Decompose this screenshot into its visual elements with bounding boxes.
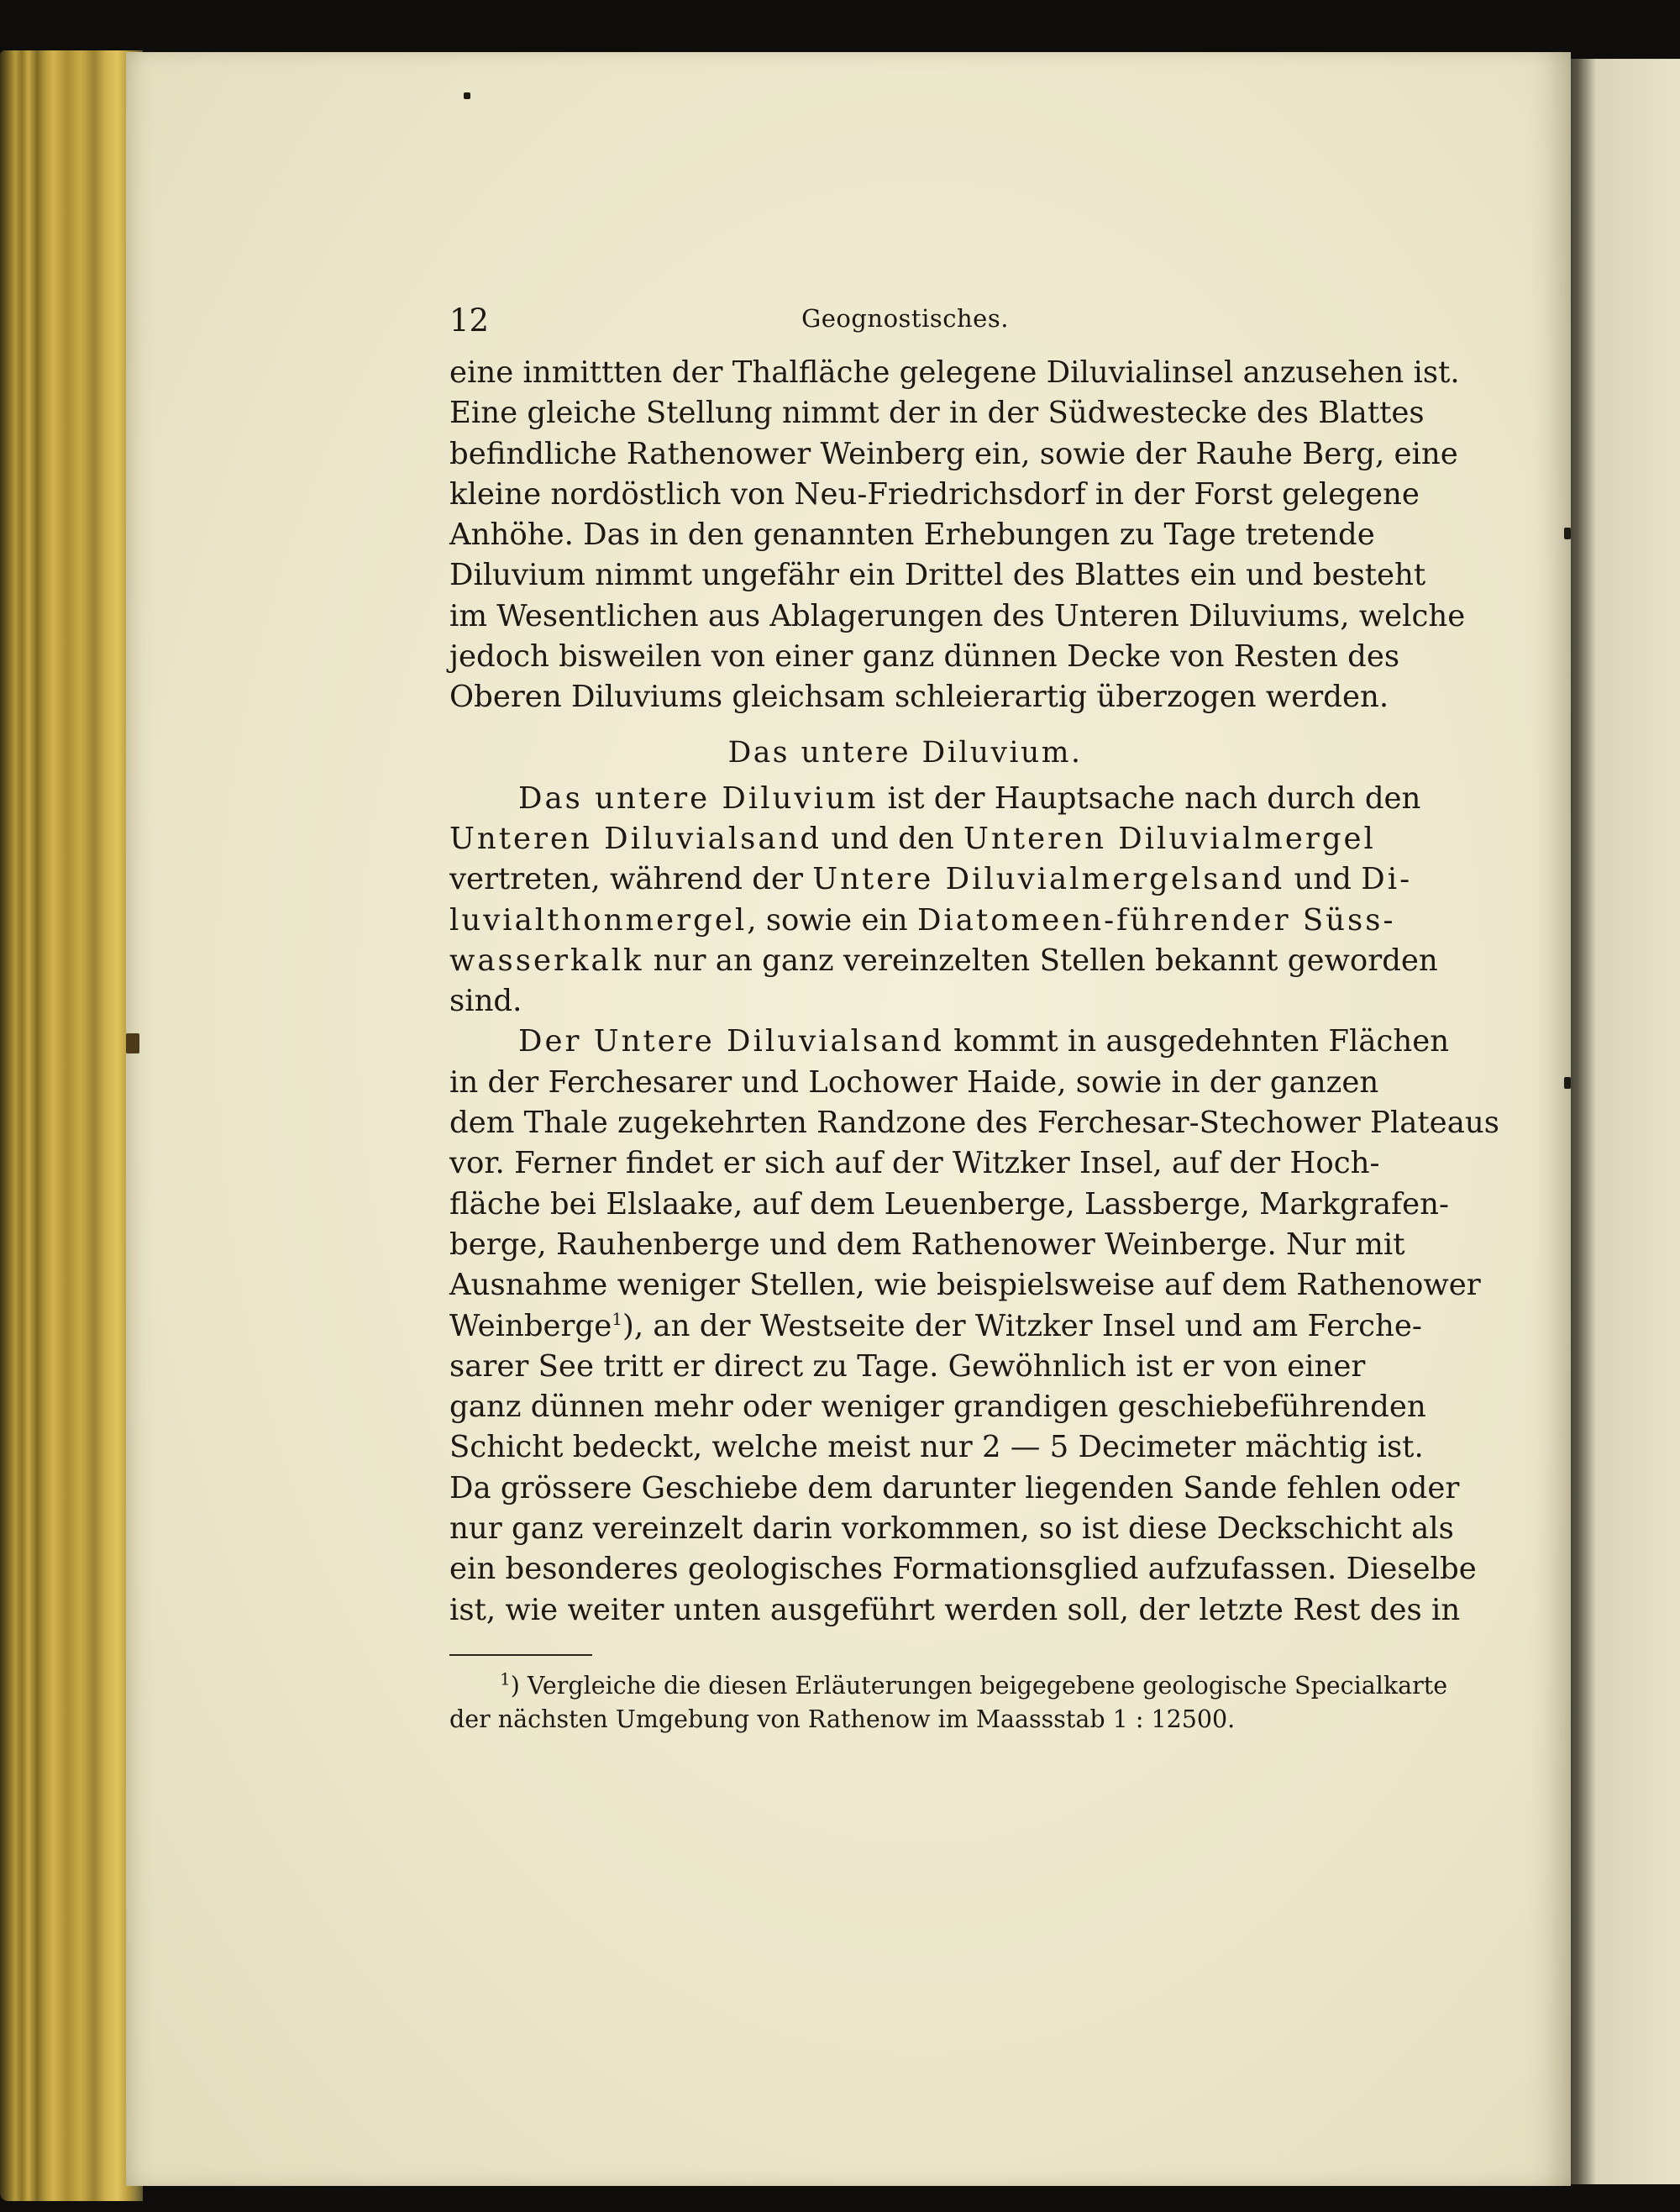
text-line: Anhöhe. Das in den genannten Erhebungen zu Tage tretende: [449, 518, 1375, 553]
text-line: vor. Ferner findet er sich auf der Witzker Insel, auf der Hoch-: [449, 1146, 1380, 1181]
text-line: [449, 901, 1396, 941]
text-run: kommt in ausgedehnten Flächen: [943, 1024, 1450, 1059]
paragraph-3-lines-continued: [449, 1347, 1477, 1631]
footnote-divider: [449, 1654, 592, 1656]
text-run: ), an der Westseite der Witzker Insel und am Ferche-: [622, 1308, 1422, 1343]
paragraph-2: [449, 779, 1438, 1022]
text-line: eine inmittten der Thalfläche gelegene Diluvialinsel anzusehen ist.: [449, 355, 1460, 390]
edge-mark: [1564, 528, 1571, 539]
facing-page-edge: [1562, 59, 1680, 2184]
text-line: Diluvium nimmt ungefähr ein Drittel des Blattes ein und besteht: [449, 558, 1426, 593]
text-line: [449, 941, 1438, 981]
text-line: [449, 1022, 1450, 1062]
text-line: in der Ferchesarer und Lochower Haide, sowie in der ganzen: [449, 1064, 1379, 1100]
text-line: ein besonderes geologisches Formationsglied aufzufassen. Dieselbe: [449, 1552, 1477, 1587]
spaced-term: Das untere Diluvium: [518, 780, 879, 816]
page-number: 12: [449, 302, 490, 339]
section-heading: Das untere Diluvium.: [727, 735, 1083, 770]
speck-mark: [464, 92, 470, 99]
text-line: [449, 779, 1421, 819]
text-line: sarer See tritt er direct zu Tage. Gewöhnlich ist er von einer: [449, 1348, 1366, 1384]
text-line: ist, wie weiter unten ausgeführt werden soll, der letzte Rest des in: [449, 1592, 1461, 1627]
text-line: [449, 819, 1376, 859]
paragraph-3-lines: [449, 1063, 1499, 1306]
text-run: und den: [822, 821, 964, 856]
footnote-line: [449, 1668, 1448, 1703]
text-line: Schicht bedeckt, welche meist nur 2 — 5 Decimeter mächtig ist.: [449, 1430, 1424, 1465]
text-line: im Wesentlichen aus Ablagerungen des Unteren Diluviums, welche: [449, 598, 1466, 633]
spaced-term: Diatomeen-führender Süss-: [916, 902, 1396, 938]
running-head: [449, 302, 1361, 353]
text-run: vertreten, während der: [449, 862, 813, 897]
text-run: und: [1284, 862, 1362, 897]
text-run: ) Vergleiche die diesen Erläuterungen beigegebene geologische Specialkarte: [510, 1671, 1448, 1700]
text-line: sind.: [449, 984, 522, 1019]
text-line: berge, Rauhenberge und dem Rathenower Weinberge. Nur mit: [449, 1227, 1405, 1262]
footnote-reference[interactable]: 1: [612, 1308, 622, 1329]
spaced-term: Untere Diluvialmergelsand: [812, 862, 1285, 897]
text-line: ganz dünnen mehr oder weniger grandigen geschiebeführenden: [449, 1390, 1426, 1425]
spaced-term: luvialthonmergel: [449, 902, 748, 938]
text-line: Ausnahme weniger Stellen, wie beispielsweise auf dem Rathenower: [449, 1268, 1481, 1303]
spaced-term: Di-: [1361, 862, 1413, 897]
text-line: Oberen Diluviums gleichsam schleierartig überzogen werden.: [449, 680, 1389, 715]
page-text: [449, 302, 1499, 1736]
spaced-term: Der Untere Diluvialsand: [518, 1024, 944, 1059]
spaced-term: Unteren Diluvialsand: [449, 821, 822, 856]
text-run: nur an ganz vereinzelten Stellen bekannt geworden: [643, 943, 1438, 978]
text-line: dem Thale zugekehrten Randzone des Ferchesar-Stechower Plateaus: [449, 1106, 1499, 1141]
text-line: kleine nordöstlich von Neu-Friedrichsdorf in der Forst gelegene: [449, 476, 1420, 512]
text-line: nur ganz vereinzelt darin vorkommen, so ist diese Deckschicht als: [449, 1511, 1454, 1547]
paragraph-3: [449, 1022, 1499, 1630]
paragraph-1: [449, 353, 1466, 718]
text-run: , sowie ein: [747, 902, 917, 938]
footnote-marker: 1: [500, 1668, 511, 1689]
spaced-term: wasserkalk: [449, 943, 644, 978]
spaced-term: Unteren Diluvialmergel: [963, 821, 1376, 856]
text-run: ist der Hauptsache nach durch den: [878, 780, 1421, 816]
footnote: [449, 1668, 1448, 1736]
edge-mark: [1564, 1077, 1571, 1089]
gilt-page-edges: [0, 50, 143, 2201]
text-line: [449, 859, 1413, 900]
text-line: fläche bei Elslaake, auf dem Leuenberge, Lassberge, Markgrafen-: [449, 1186, 1450, 1222]
text-line: Da grössere Geschiebe dem darunter liegenden Sande fehlen oder: [449, 1470, 1460, 1505]
text-line: befindliche Rathenower Weinberg ein, sowie der Rauhe Berg, eine: [449, 436, 1458, 471]
text-line: jedoch bisweilen von einer ganz dünnen Decke von Resten des: [449, 639, 1400, 675]
footnote-line: der nächsten Umgebung von Rathenow im Maassstab 1 : 12500.: [449, 1705, 1236, 1733]
running-head-title: Geognostisches.: [801, 304, 1009, 333]
text-line: [449, 1306, 1422, 1347]
binding-mark: [126, 1033, 139, 1053]
text-line: Eine gleiche Stellung nimmt der in der Südwestecke des Blattes: [449, 396, 1425, 431]
text-run: Weinberge: [449, 1308, 612, 1343]
